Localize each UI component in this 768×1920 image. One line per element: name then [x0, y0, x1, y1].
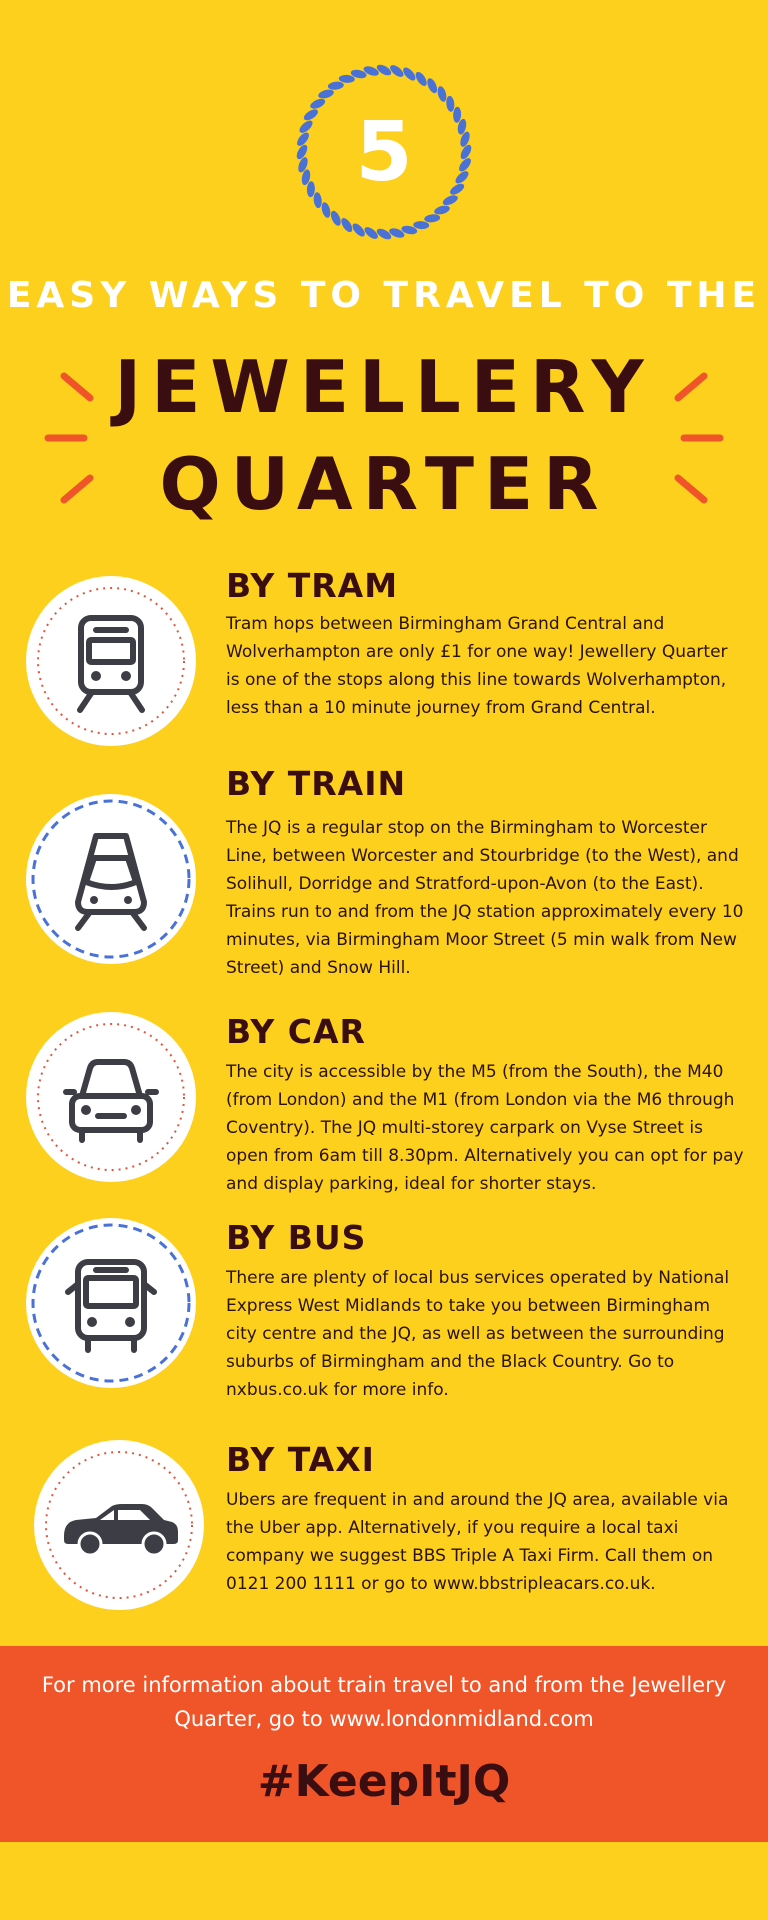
taxi-icon-circle — [34, 1440, 204, 1610]
title-line-1: JEWELLERY — [114, 345, 654, 429]
number-badge — [290, 58, 478, 246]
subtitle: EASY WAYS TO TRAVEL TO THE — [6, 275, 762, 316]
title-line-2: QUARTER — [159, 442, 609, 526]
train-icon-circle — [26, 794, 196, 964]
car-icon-circle — [26, 1012, 196, 1182]
tram-icon — [26, 576, 196, 746]
section-text-taxi: Ubers are frequent in and around the JQ area, available via the Uber app. Alternatively, if you require a local taxi company we suggest BBS Triple A Taxi Firm. Call them on 0121 200 1111 or go to www.bbstripleacars.co.uk. — [226, 1490, 729, 1594]
section-title-taxi: BY TAXI — [226, 1440, 375, 1479]
section-title-train: BY TRAIN — [226, 764, 407, 803]
section-text-car: The city is accessible by the M5 (from the South), the M40 (from London) and the M1 (from London via the M6 through Coventry). The JQ multi-storey carpark on Vyse Street is open from 6am till 8.30pm. Alternatively you can opt for pay and display parking, ideal for shorter stays. — [226, 1062, 744, 1194]
hashtag: #KeepItJQ — [257, 1756, 511, 1807]
section-title-bus: BY BUS — [226, 1218, 367, 1257]
bus-icon-circle — [26, 1218, 196, 1388]
badge-number: 5 — [355, 104, 413, 200]
section-text-tram: Tram hops between Birmingham Grand Central and Wolverhampton are only £1 for one way! Jewellery Quarter is one of the stops along this line towards Wolverhampton, less than a 10 minute journey from Grand Central. — [226, 614, 728, 718]
tram-icon-circle — [26, 576, 196, 746]
bus-icon — [26, 1218, 196, 1388]
section-title-car: BY CAR — [226, 1012, 366, 1051]
footer-banner — [0, 1646, 768, 1842]
section-title-tram: BY TRAM — [226, 566, 399, 605]
car-icon — [26, 1012, 196, 1182]
section-text-bus: There are plenty of local bus services operated by National Express West Midlands to take you between Birmingham city centre and the JQ, as well as between the surrounding suburbs of Birmingham and the Black Country. Go to nxbus.co.uk for more info. — [226, 1268, 730, 1400]
taxi-icon — [34, 1440, 204, 1610]
train-icon — [26, 794, 196, 964]
section-text-train: The JQ is a regular stop on the Birmingham to Worcester Line, between Worcester and Stourbridge (to the West), and Solihull, Dorridge and Stratford-upon-Avon (to the East). Trains run to and from the JQ station approximately every 10 minutes, via Birmingham Moor Street (5 min walk from New Street) and Snow Hill. — [226, 818, 744, 978]
footer-text: For more information about train travel to and from the Jewellery Quarter, go to www.londonmidland.com — [41, 1673, 727, 1731]
